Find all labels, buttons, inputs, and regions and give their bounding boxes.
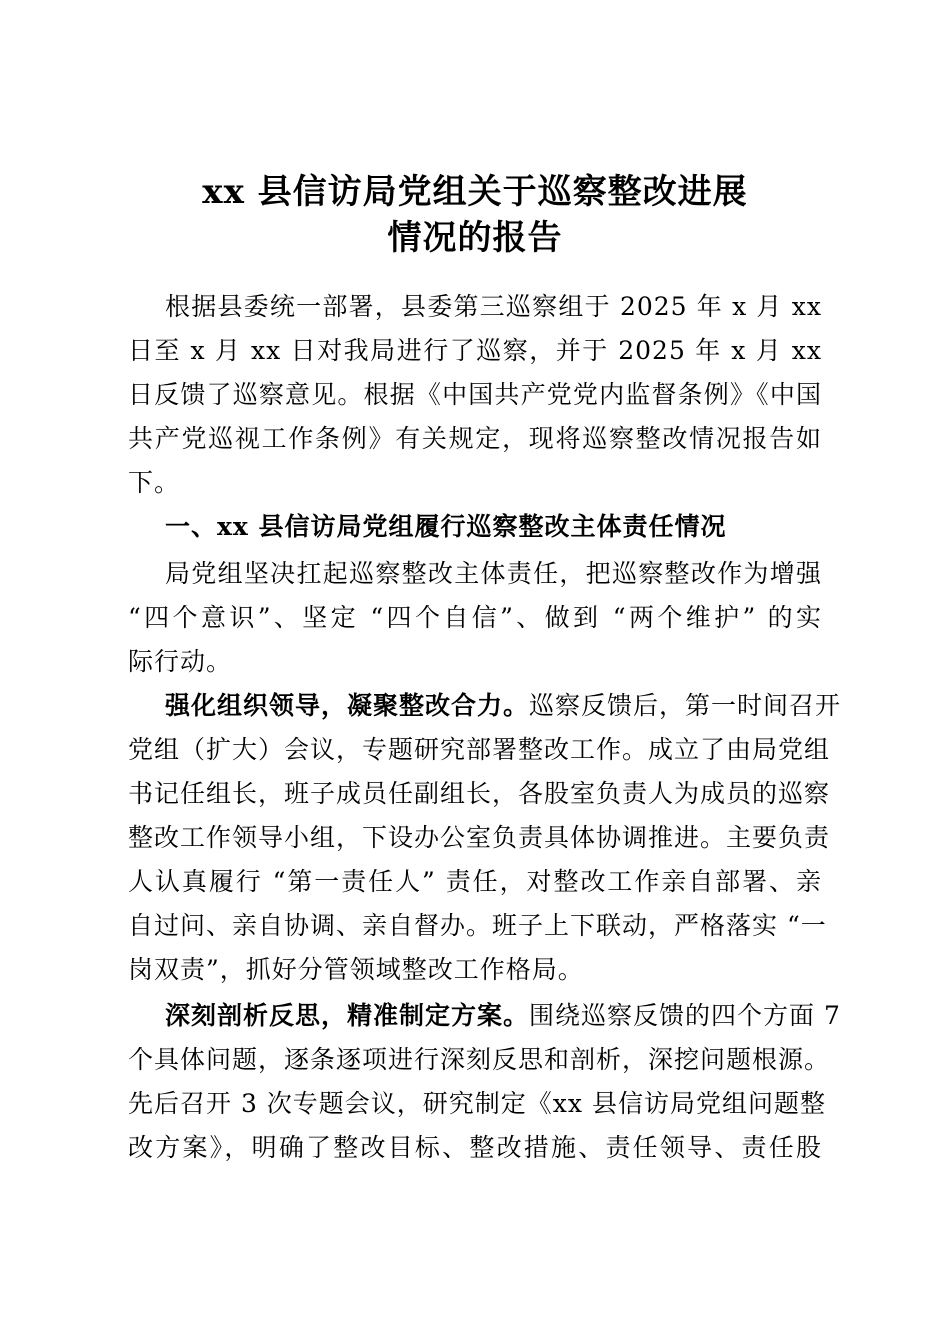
paragraph-2-line-2: “四个意识”、坚定 “四个自信”、做到 “两个维护” 的实 — [128, 603, 822, 632]
paragraph-2-line-3: 际行动。 — [128, 647, 233, 676]
paragraph-4-line-1-rest: 围绕巡察反馈的四个方面 7 — [529, 1001, 841, 1030]
document-title-line-2: 情况的报告 — [387, 218, 563, 258]
paragraph-1-line-3: 日反馈了巡察意见。根据《中国共产党党内监督条例》《中国 — [128, 380, 822, 409]
paragraph-3-lead: 强化组织领导，凝聚整改合力。 — [165, 691, 530, 720]
paragraph-3-line-3: 书记任组长，班子成员任副组长，各股室负责人为成员的巡察 — [128, 779, 831, 808]
paragraph-1-line-2: 日至 x 月 xx 日对我局进行了巡察，并于 2025 年 x 月 xx — [128, 336, 822, 365]
paragraph-3-line-7: 岗双责”，抓好分管领域整改工作格局。 — [128, 955, 584, 984]
paragraph-1-line-4: 共产党巡视工作条例》有关规定，现将巡察整改情况报告如 — [128, 424, 822, 453]
paragraph-4-line-4: 改方案》，明确了整改目标、整改措施、责任领导、责任股 — [128, 1133, 822, 1162]
paragraph-3-line-4: 整改工作领导小组，下设办公室负责具体协调推进。主要负责 — [128, 823, 831, 852]
section-heading-1: 一、xx 县信访局党组履行巡察整改主体责任情况 — [165, 512, 727, 541]
paragraph-3-line-6: 自过问、亲自协调、亲自督办。班子上下联动，严格落实 “一 — [128, 911, 827, 940]
paragraph-1-line-1: 根据县委统一部署，县委第三巡察组于 2025 年 x 月 xx — [165, 292, 822, 321]
paragraph-4-lead: 深刻剖析反思，精准制定方案。 — [165, 1001, 530, 1030]
paragraph-2-line-1: 局党组坚决扛起巡察整改主体责任，把巡察整改作为增强 — [165, 559, 822, 588]
paragraph-3-line-1 — [165, 691, 842, 721]
paragraph-4-line-3: 先后召开 3 次专题会议，研究制定《xx 县信访局党组问题整 — [128, 1089, 826, 1118]
paragraph-3-line-5: 人认真履行 “第一责任人” 责任，对整改工作亲自部署、亲 — [128, 867, 822, 896]
paragraph-4-line-1 — [165, 1001, 841, 1031]
paragraph-1-line-5: 下。 — [128, 468, 181, 497]
paragraph-4-line-2: 个具体问题，逐条逐项进行深刻反思和剖析，深挖问题根源。 — [128, 1045, 831, 1074]
document-title-line-1: xx 县信访局党组关于巡察整改进展 — [202, 172, 748, 212]
paragraph-3-line-2: 党组（扩大）会议，专题研究部署整改工作。成立了由局党组 — [128, 735, 831, 764]
paragraph-3-line-1-rest: 巡察反馈后，第一时间召开 — [529, 691, 842, 720]
